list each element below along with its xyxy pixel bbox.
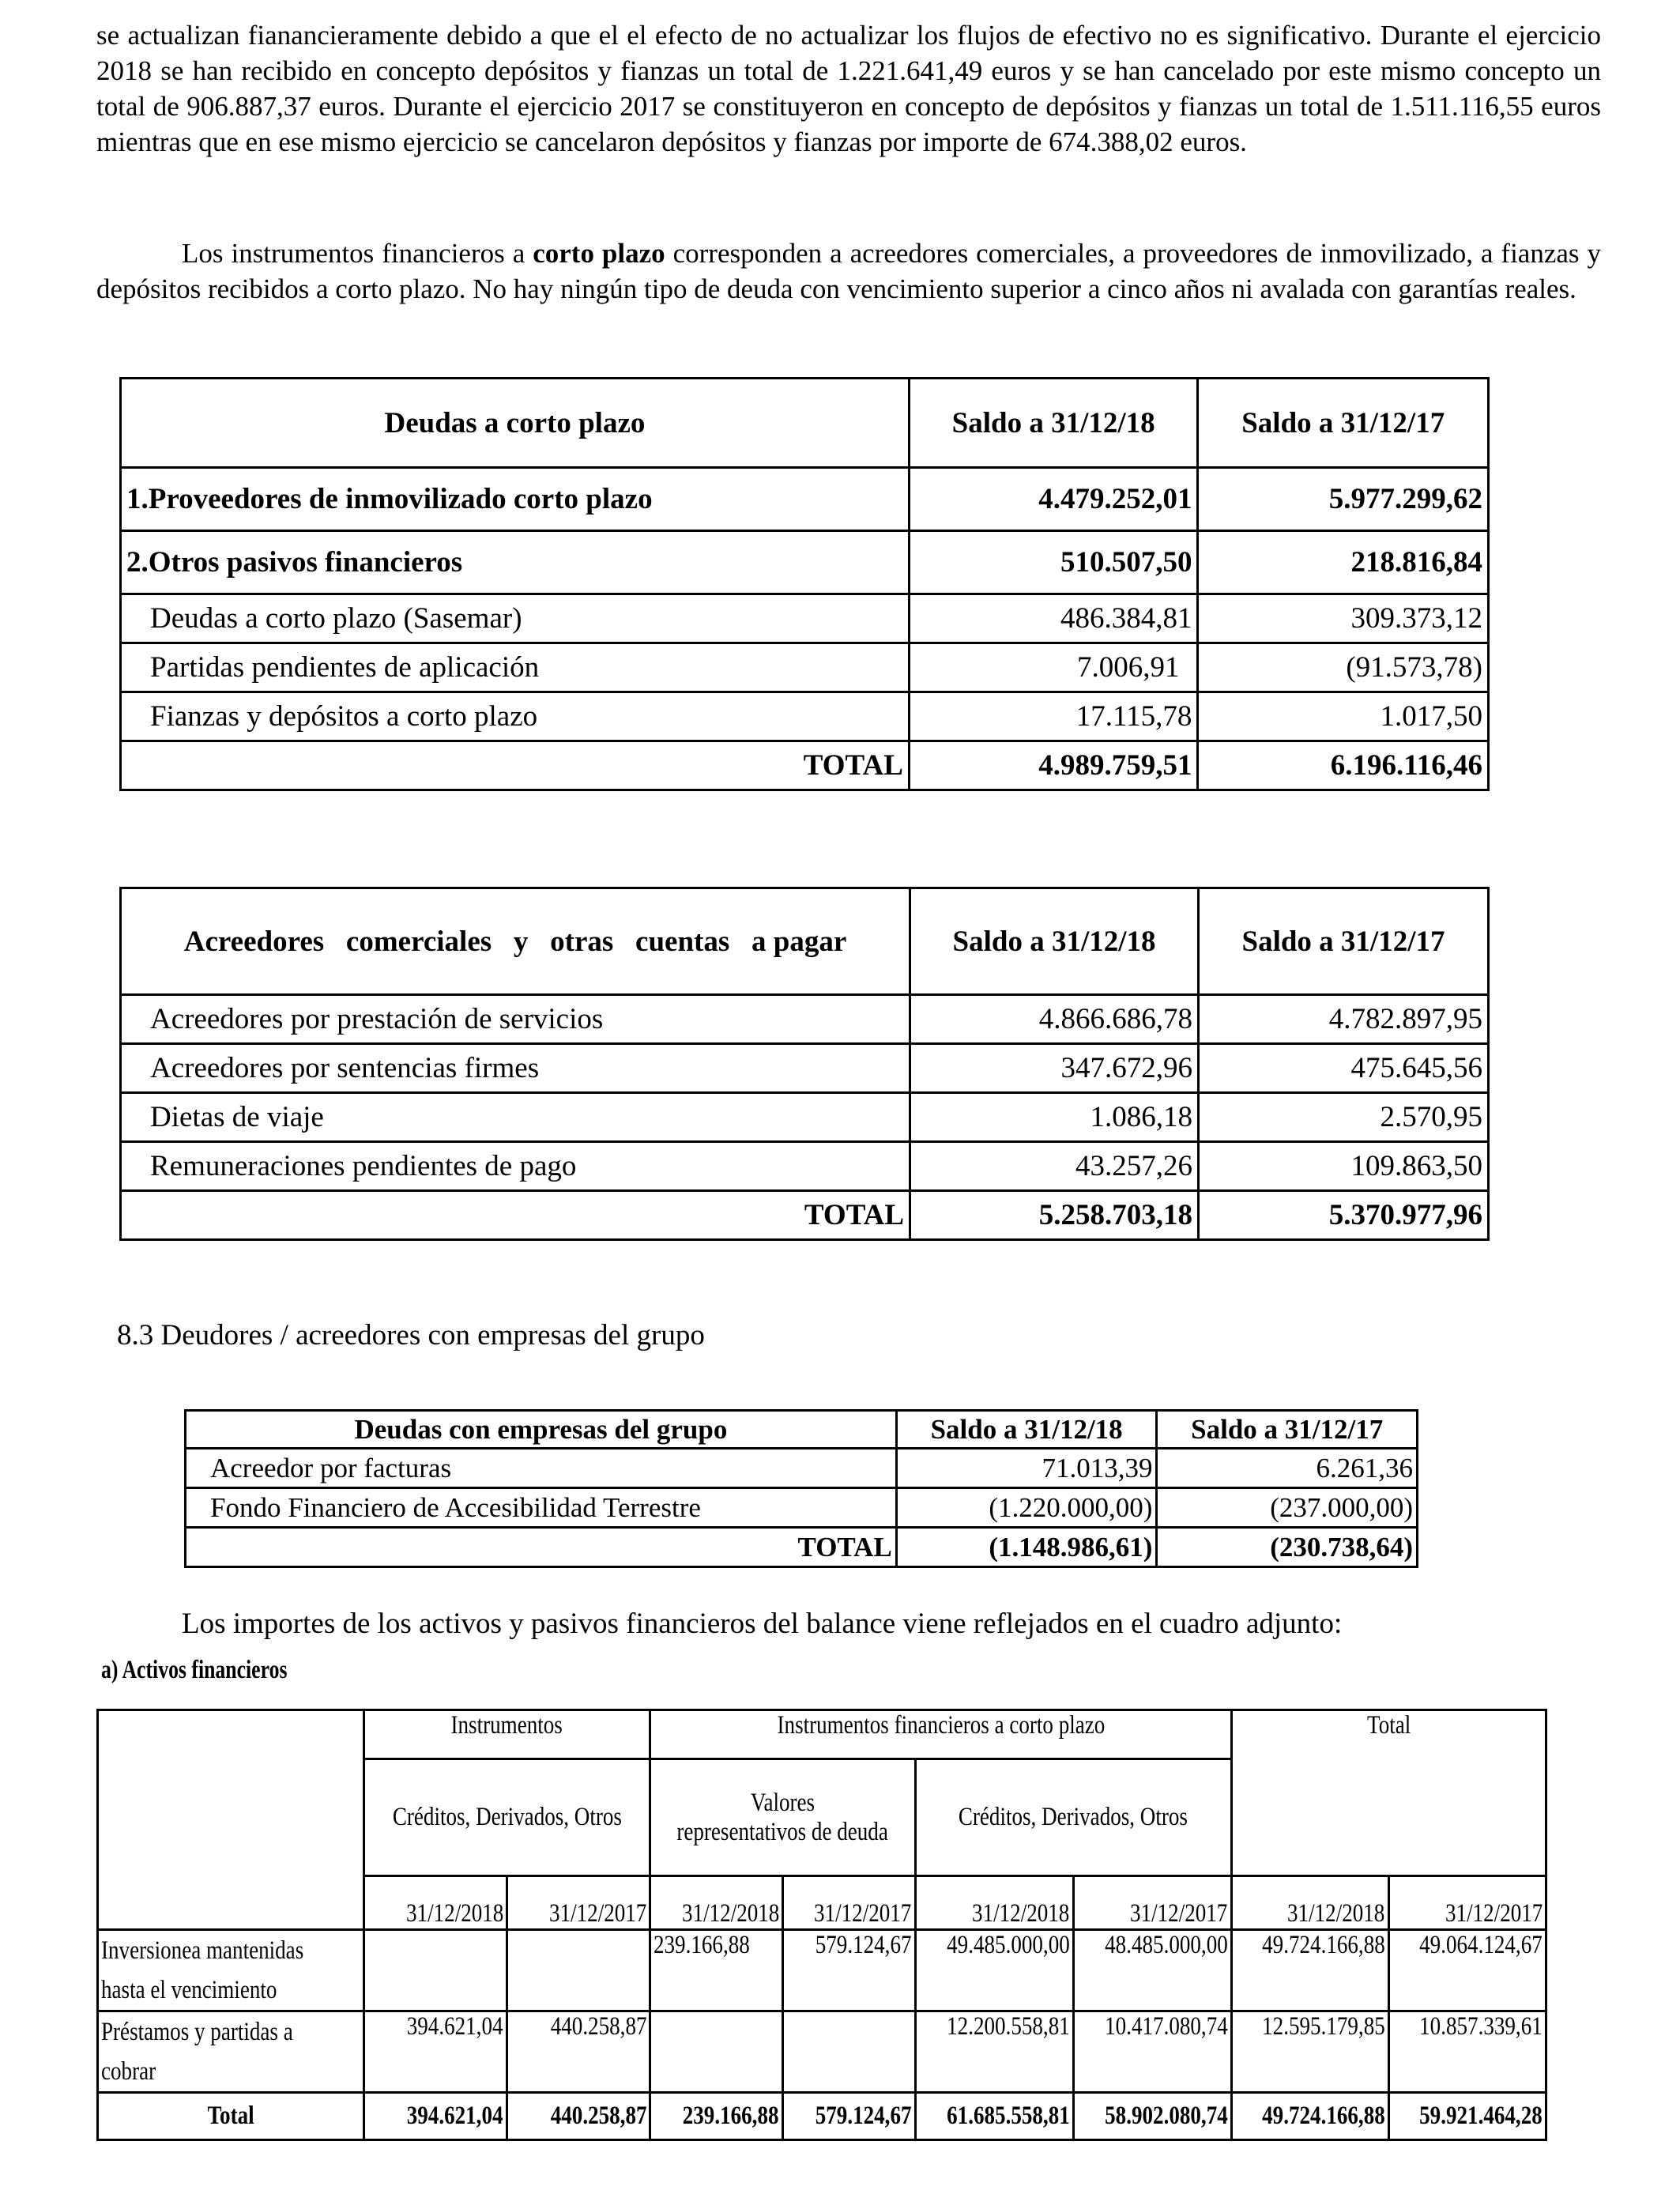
- value-cell: 394.621,04: [363, 2011, 507, 2093]
- header-valores: Valores representativos de deuda: [650, 1759, 915, 1876]
- header-cell: Saldo a 31/12/18: [909, 379, 1198, 468]
- value-2018: 7.006,91: [909, 643, 1198, 692]
- header-cell: Saldo a 31/12/18: [910, 888, 1199, 995]
- table-row: [121, 1142, 1489, 1191]
- header-total: Total: [1231, 1710, 1546, 1876]
- p2-text-after: corresponden a acreedores comerciales, a proveedores de inmovilizado, a fianzas y depósitos recibidos a corto plazo. No hay ningún tipo de deuda con vencimiento superior a cinco años ni avalada con garantías reales.: [96, 238, 1601, 304]
- header-cell: Saldo a 31/12/17: [1198, 379, 1489, 468]
- table-row: [186, 1449, 1418, 1488]
- financial-assets-heading: a) Activos financieros: [101, 1656, 288, 1684]
- value-cell: 440.258,87: [507, 2011, 650, 2093]
- value-2017: 6.261,36: [1157, 1449, 1418, 1488]
- total-label: TOTAL: [121, 1191, 910, 1240]
- value-cell: 12.595.179,85: [1231, 2011, 1388, 2093]
- row-label: 2.Otros pasivos financieros: [121, 531, 910, 594]
- value-2018: 4.479.252,01: [909, 468, 1198, 531]
- header-cell: Saldo a 31/12/17: [1157, 1411, 1418, 1449]
- value-cell: [363, 1930, 507, 2011]
- header-row-1: [98, 1710, 1546, 1759]
- value-2018: 486.384,81: [909, 594, 1198, 643]
- date-cell: 31/12/2017: [1388, 1876, 1546, 1930]
- row-label: Fondo Financiero de Accesibilidad Terrestre: [186, 1488, 897, 1528]
- value-cell: 49.485.000,00: [915, 1930, 1073, 2011]
- table-row: [121, 995, 1489, 1044]
- header-cell: Deudas con empresas del grupo: [186, 1411, 897, 1449]
- table-header-row: [121, 888, 1489, 995]
- total-cell: 394.621,04: [363, 2093, 507, 2140]
- header-cell: Saldo a 31/12/17: [1199, 888, 1489, 995]
- total-label: TOTAL: [186, 1528, 897, 1567]
- row-label: Partidas pendientes de aplicación: [121, 643, 910, 692]
- date-cell: 31/12/2018: [1231, 1876, 1388, 1930]
- value-2017: 475.645,56: [1199, 1044, 1489, 1093]
- value-cell: 49.064.124,67: [1388, 1930, 1546, 2011]
- value-cell: 49.724.166,88: [1231, 1930, 1388, 2011]
- date-cell: 31/12/2017: [507, 1876, 650, 1930]
- value-cell: 579.124,67: [782, 1930, 915, 2011]
- trade-creditors-table: [119, 887, 1490, 1241]
- value-2018: 510.507,50: [909, 531, 1198, 594]
- value-cell: 48.485.000,00: [1073, 1930, 1231, 2011]
- total-cell: 61.685.558,81: [915, 2093, 1073, 2140]
- value-cell: [650, 2011, 783, 2093]
- table-row: [121, 643, 1489, 692]
- row-label: Dietas de viaje: [121, 1093, 910, 1142]
- value-cell: 10.857.339,61: [1388, 2011, 1546, 2093]
- row-label: Deudas a corto plazo (Sasemar): [121, 594, 910, 643]
- total-2017: (230.738,64): [1157, 1528, 1418, 1567]
- value-2017: 1.017,50: [1198, 692, 1489, 741]
- table-row: [121, 1044, 1489, 1093]
- paragraph-3-text: Los importes de los activos y pasivos financieros del balance viene reflejados en el cuadro adjunto:: [182, 1608, 1343, 1640]
- value-2018: 4.866.686,78: [910, 995, 1199, 1044]
- table-total-row: [121, 741, 1489, 790]
- row-label: Acreedor por facturas: [186, 1449, 897, 1488]
- intro-paragraph-2: [96, 236, 1601, 307]
- value-cell: 10.417.080,74: [1073, 2011, 1231, 2093]
- table-row: [98, 1930, 1546, 2011]
- total-cell: 440.258,87: [507, 2093, 650, 2140]
- row-label: Inversionea mantenidas hasta el vencimiento: [98, 1930, 364, 2011]
- table-row: [121, 1093, 1489, 1142]
- table-row: [98, 2011, 1546, 2093]
- value-cell: 12.200.558,81: [915, 2011, 1073, 2093]
- value-2017: 5.977.299,62: [1198, 468, 1489, 531]
- total-cell: 59.921.464,28: [1388, 2093, 1546, 2140]
- row-label: Acreedores por sentencias firmes: [121, 1044, 910, 1093]
- table-row: [186, 1488, 1418, 1528]
- value-cell: [507, 1930, 650, 2011]
- value-cell: 239.166,88: [650, 1930, 783, 2011]
- row-label: Préstamos y partidas a cobrar: [98, 2011, 364, 2093]
- group-debts-table: [184, 1409, 1418, 1568]
- table-total-row: [98, 2093, 1546, 2140]
- section-heading-8-3: 8.3 Deudores / acreedores con empresas del grupo: [117, 1319, 705, 1351]
- intro-paragraph-1: se actualizan fianancieramente debido a que el el efecto de no actualizar los flujos de efectivo no es significativo. Durante el ejercicio 2018 se han recibido en concepto depósitos y fianzas un total de 1.221.641,49 euros y se han cancelado por este mismo concepto un total de 906.887,37 euros. Durante el ejercicio 2017 se constituyeron en concepto de depósitos y fianzas un total de 1.511.116,55 euros mientras que en ese mismo ejercicio se cancelaron depósitos y fianzas por importe de 674.388,02 euros.: [96, 20, 1601, 157]
- total-cell: 49.724.166,88: [1231, 2093, 1388, 2140]
- total-2018: (1.148.986,61): [896, 1528, 1157, 1567]
- table-header-row: [121, 379, 1489, 468]
- value-2018: (1.220.000,00): [896, 1488, 1157, 1528]
- row-label: Fianzas y depósitos a corto plazo: [121, 692, 910, 741]
- header-instrumentos: Instrumentos: [363, 1710, 650, 1759]
- total-cell: 239.166,88: [650, 2093, 783, 2140]
- value-2017: 109.863,50: [1199, 1142, 1489, 1191]
- table-row: [121, 692, 1489, 741]
- table-row: [121, 531, 1489, 594]
- value-2017: 2.570,95: [1199, 1093, 1489, 1142]
- value-2017: (91.573,78): [1198, 643, 1489, 692]
- header-creditos-2: Créditos, Derivados, Otros: [915, 1759, 1231, 1876]
- financial-assets-table: [96, 1709, 1547, 2141]
- value-2018: 347.672,96: [910, 1044, 1199, 1093]
- total-cell: 58.902.080,74: [1073, 2093, 1231, 2140]
- paragraph-3: [96, 1606, 1601, 1642]
- value-2018: 17.115,78: [909, 692, 1198, 741]
- header-short-term: Instrumentos financieros a corto plazo: [650, 1710, 1231, 1759]
- total-2018: 4.989.759,51: [909, 741, 1198, 790]
- p2-text-before: Los instrumentos financieros a: [182, 238, 533, 269]
- date-cell: 31/12/2018: [915, 1876, 1073, 1930]
- value-2018: 71.013,39: [896, 1449, 1157, 1488]
- value-2018: 43.257,26: [910, 1142, 1199, 1191]
- value-2017: (237.000,00): [1157, 1488, 1418, 1528]
- table-row: [121, 468, 1489, 531]
- row-label: Acreedores por prestación de servicios: [121, 995, 910, 1044]
- value-2017: 218.816,84: [1198, 531, 1489, 594]
- header-cell: Acreedores comerciales y otras cuentas a pagar: [121, 888, 910, 995]
- value-2017: 309.373,12: [1198, 594, 1489, 643]
- date-cell: 31/12/2017: [1073, 1876, 1231, 1930]
- total-label: TOTAL: [121, 741, 910, 790]
- value-2018: 1.086,18: [910, 1093, 1199, 1142]
- date-cell: 31/12/2018: [363, 1876, 507, 1930]
- p2-text-bold: corto plazo: [533, 238, 665, 269]
- date-cell: 31/12/2017: [782, 1876, 915, 1930]
- date-cell: 31/12/2018: [650, 1876, 783, 1930]
- header-cell: Deudas a corto plazo: [121, 379, 910, 468]
- total-label: Total: [98, 2093, 364, 2140]
- value-cell: [782, 2011, 915, 2093]
- total-cell: 579.124,67: [782, 2093, 915, 2140]
- header-cell: Saldo a 31/12/18: [896, 1411, 1157, 1449]
- short-term-debts-table: [119, 377, 1490, 791]
- table-header-row: [186, 1411, 1418, 1449]
- row-label: 1.Proveedores de inmovilizado corto plazo: [121, 468, 910, 531]
- total-2017: 6.196.116,46: [1198, 741, 1489, 790]
- row-label: Remuneraciones pendientes de pago: [121, 1142, 910, 1191]
- value-2017: 4.782.897,95: [1199, 995, 1489, 1044]
- table-row: [121, 594, 1489, 643]
- empty-corner-cell: [98, 1710, 364, 1930]
- table-total-row: [186, 1528, 1418, 1567]
- total-2018: 5.258.703,18: [910, 1191, 1199, 1240]
- total-2017: 5.370.977,96: [1199, 1191, 1489, 1240]
- table-total-row: [121, 1191, 1489, 1240]
- header-creditos-1: Créditos, Derivados, Otros: [363, 1759, 650, 1876]
